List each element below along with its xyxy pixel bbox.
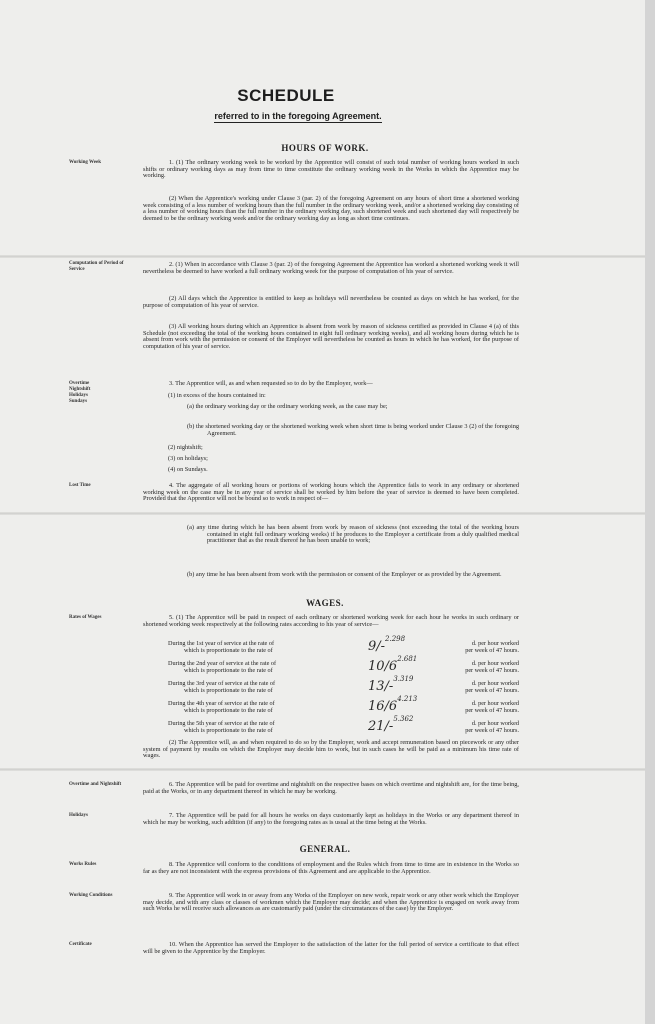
wage-row-weekly: per week of 47 hours. — [465, 727, 519, 735]
document-title: SCHEDULE — [237, 86, 335, 105]
margin-label-works-rules: Works Rules — [69, 862, 97, 867]
margin-label-overtime-group: Overtime Nightshift Holidays Sundays — [69, 381, 91, 404]
wage-row-weekly: per week of 47 hours. — [465, 687, 519, 695]
handwritten-weekly-rate: 13/- — [368, 679, 394, 694]
clause-5-2: (2) The Apprentice will, as and when required to do so by the Employer, work and accept remuneration based on piecework or any other system of payment by results on which the Employer may decide him to work, but in such cases he will be paid as a minimum his time rate of wages. — [143, 739, 519, 760]
handwritten-weekly-rate: 10/6 — [368, 659, 398, 674]
paper-edge — [645, 0, 655, 1024]
clause-3-item-a: (a) the ordinary working day or the ordinary working week, as the case may be; — [187, 403, 388, 410]
wage-row-hourly: d. per hour worked — [471, 660, 519, 667]
clause-6: 6. The Apprentice will be paid for overtime and nightshift on the respective bases on which overtime and nightshift are, for the time being, paid at the Works, or in any department thereof in which he may be working. — [143, 781, 519, 795]
clause-5-intro: 5. (1) The Apprentice will be paid in respect of each ordinary or shortened working week for each hour he works in such ordinary or shortened working week respectively at the following rates according to his year of service— — [143, 614, 519, 628]
wage-row — [168, 660, 519, 675]
clause-4: 4. The aggregate of all working hours or portions of working hours which the Apprentice fails to work in any ordinary or shortened working week on the case may be in any year of service shall be worked by him before the year of service is deemed to have been completed. Provided that the Apprentice will not be bound so to work in respect of— — [143, 482, 519, 503]
handwritten-rate — [368, 655, 417, 674]
wage-row — [168, 680, 519, 695]
paper-fold — [0, 512, 645, 515]
section-heading-hours: HOURS OF WORK. — [281, 143, 369, 153]
handwritten-hourly-rate: 5.362 — [393, 715, 414, 723]
handwritten-hourly-rate: 4.213 — [397, 695, 418, 703]
section-heading-wages: WAGES. — [306, 598, 344, 608]
margin-label-working-week: Working Week — [69, 160, 101, 165]
handwritten-weekly-rate: 16/6 — [368, 699, 398, 714]
margin-label-working-conditions: Working Conditions — [69, 893, 113, 898]
handwritten-rate — [368, 675, 413, 694]
wage-row-period: During the 1st year of service at the rate of — [168, 640, 275, 647]
wage-row-proportion: which is proportionate to the rate of — [184, 647, 273, 655]
clause-2-2: (2) All days which the Apprentice is entitled to keep as holidays will nevertheless be counted as days on which he has worked, for the purpose of computation of his year of service. — [143, 295, 519, 309]
clause-4-item-b: (b) any time he has been absent from work with the permission or consent of the Employer or as provided by the Agreement. — [187, 571, 502, 578]
clause-3-item-3: (3) on holidays; — [168, 455, 208, 462]
clause-3-item-1: (1) in excess of the hours contained in: — [168, 392, 266, 399]
paper-fold — [0, 768, 645, 771]
wage-row-hourly: d. per hour worked — [471, 700, 519, 707]
wage-row-period: During the 2nd year of service at the rate of — [168, 660, 277, 667]
clause-1-1: 1. (1) The ordinary working week to be worked by the Apprentice will consist of such total number of working hours worked in such shifts or ordinary working days as may from time to time constitute the ordinary working week in the Works in which the Apprentice may be working. — [143, 159, 519, 180]
clause-1-2: (2) When the Apprentice's working under Clause 3 (par. 2) of the foregoing Agreement on any hours of short time a shortened working week consisting of a less number of working hours than the full number in the ordinary working week, and/or a shortened working day consisting of a less number of working hours than the full number in the ordinary working day, such shortened week and such shortened day will respectively be deemed to be the ordinary working week and/or the ordinary working day as long as short time continues. — [143, 195, 519, 222]
clause-2-1: 2. (1) When in accordance with Clause 3 (par. 2) of the foregoing Agreement the Apprentice has worked a shortened working week it will nevertheless be deemed to have worked a full ordinary working week for the purpose of computation of his year of service. — [143, 261, 519, 275]
wage-row-proportion: which is proportionate to the rate of — [184, 727, 273, 735]
handwritten-rate — [368, 695, 417, 714]
wage-row-hourly: d. per hour worked — [471, 720, 519, 727]
wage-row-hourly: d. per hour worked — [471, 680, 519, 687]
wage-row-period: During the 4th year of service at the rate of — [168, 700, 275, 707]
wage-row-proportion: which is proportionate to the rate of — [184, 707, 273, 715]
wage-row — [168, 640, 519, 655]
wage-row-weekly: per week of 47 hours. — [465, 707, 519, 715]
clause-7: 7. The Apprentice will be paid for all hours he works on days customarily kept as holidays in the Works or any department thereof in which he may be working, such addition (if any) to the foregoing rates as is usual at the time being at the Works. — [143, 812, 519, 826]
handwritten-rate — [368, 635, 405, 654]
wage-row — [168, 720, 519, 735]
margin-label-lost-time: Lost Time — [69, 483, 91, 488]
clause-9: 9. The Apprentice will work in or away from any Works of the Employer on new work, repair work or any other work which the Employer may decide, and with any class or classes of workmen which the Employer may decide; and when the Apprentice is engaged on work away from such Works he will receive such allowances as are customarily paid (under the circumstances of the case) by the Employer. — [143, 892, 519, 913]
clause-3-intro: 3. The Apprentice will, as and when requested so to do by the Employer, work— — [169, 380, 373, 387]
wage-row-period: During the 3rd year of service at the rate of — [168, 680, 276, 687]
margin-label-overtime-night: Overtime and Nightshift — [69, 782, 122, 787]
clause-3-item-2: (2) nightshift; — [168, 444, 203, 451]
document-subtitle: referred to in the foregoing Agreement. — [214, 111, 382, 121]
clause-4-item-a: (a) any time during which he has been absent from work by reason of sickness (not exceeding the total of the working hours contained in eight full ordinary working weeks) if he produces to the Employer a certificate from a duly qualified medical practitioner that as the result thereof he has been unable to work; — [187, 524, 519, 545]
wage-row — [168, 700, 519, 715]
handwritten-weekly-rate: 9/- — [368, 639, 386, 654]
clause-3-item-4: (4) on Sundays. — [168, 466, 208, 473]
wage-row-weekly: per week of 47 hours. — [465, 667, 519, 675]
wage-row-proportion: which is proportionate to the rate of — [184, 687, 273, 695]
handwritten-hourly-rate: 2.681 — [397, 655, 418, 663]
margin-label-computation: Computation of Period of Service — [69, 261, 124, 272]
clause-10: 10. When the Apprentice has served the Employer to the satisfaction of the latter for the full period of service a certificate to that effect will be given to the Apprentice by the Employer. — [143, 941, 519, 955]
wage-row-weekly: per week of 47 hours. — [465, 647, 519, 655]
clause-8: 8. The Apprentice will conform to the conditions of employment and the Rules which from time to time are in existence in the Works so far as they are not inconsistent with the express provisions of this Agreement and are applicable to the Apprentice. — [143, 861, 519, 875]
wage-row-proportion: which is proportionate to the rate of — [184, 667, 273, 675]
wage-row-hourly: d. per hour worked — [471, 640, 519, 647]
margin-label-rates: Rates of Wages — [69, 615, 102, 620]
handwritten-hourly-rate: 2.298 — [385, 635, 406, 643]
clause-2-3: (3) All working hours during which an Apprentice is absent from work by reason of sickness certified as provided in Clause 4 (a) of this Schedule (not exceeding the total of the working hours contained in eight full ordinary working weeks), and all working hours during which he is absent from work with the permission or consent of the Employer will nevertheless be counted as hours in which he has worked, for the purpose of computation of his year of service. — [143, 323, 519, 350]
section-heading-general: GENERAL. — [299, 844, 351, 854]
clause-3-item-b: (b) the shortened working day or the shortened working week when short time is being worked under Clause 3 (2) of the foregoing Agreement. — [187, 423, 519, 437]
handwritten-weekly-rate: 21/- — [368, 719, 394, 734]
handwritten-hourly-rate: 3.319 — [393, 675, 414, 683]
margin-label-holidays: Holidays — [69, 813, 88, 818]
wage-row-period: During the 5th year of service at the rate of — [168, 720, 275, 727]
margin-label-certificate: Certificate — [69, 942, 92, 947]
paper-fold — [0, 255, 645, 258]
handwritten-rate — [368, 715, 413, 734]
